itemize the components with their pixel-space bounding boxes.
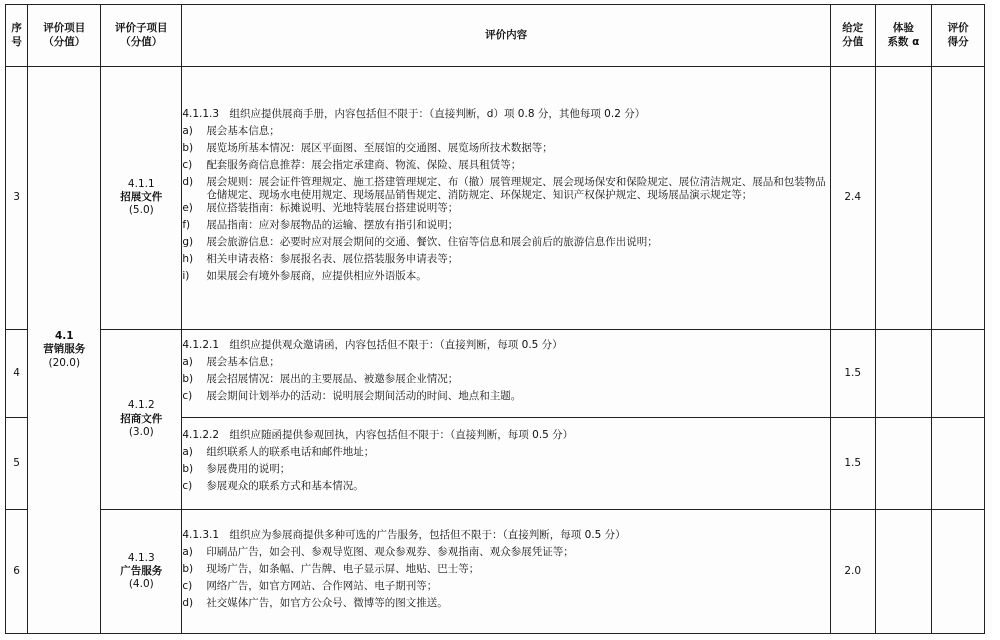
clause-item-text: 印刷品广告，如会刊、参观导览图、观众参观券、参观指南、观众参展凭证等； bbox=[206, 545, 574, 558]
eval-cell[interactable] bbox=[932, 509, 985, 633]
clause-item-label: a) bbox=[182, 125, 193, 138]
clause-item bbox=[182, 463, 830, 480]
clause-item-text: 配套服务商信息推荐：展会指定承建商、物流、保险、展具租赁等； bbox=[206, 159, 522, 172]
clause-item-text: 展位搭装指南：标摊说明、光地特装展台搭建说明等； bbox=[206, 202, 459, 215]
clause-item-text: 展览场所基本情况：展区平面图、至展馆的交通图、展览场所技术数据等； bbox=[206, 142, 553, 155]
clause-item bbox=[182, 270, 830, 287]
table-row bbox=[6, 329, 985, 417]
score-value: 2.4 bbox=[830, 67, 875, 329]
clause-item-text: 如果展会有境外参展商，应提供相应外语版本。 bbox=[206, 270, 427, 283]
clause-item-label: a) bbox=[182, 446, 193, 459]
content-cell bbox=[182, 67, 831, 329]
clause-item-label: a) bbox=[182, 545, 193, 558]
header-eval: 评价 得分 bbox=[932, 5, 985, 67]
clause-item-text: 展会规则：展会证件管理规定、施工搭建管理规定、布（撤）展管理规定、展会现场保安和保险规定、展位清洁规定、展品和包装物品仓储规定、现场水电使用规定、现场展品销售规定、消防规定、环保规定、知识产权保护规定、现场展品演示规定等； bbox=[206, 176, 826, 202]
item-value: (20.0) bbox=[48, 356, 81, 369]
clause-item-label: a) bbox=[182, 356, 193, 369]
coef-cell[interactable] bbox=[875, 67, 932, 329]
score-value: 1.5 bbox=[830, 329, 875, 417]
item-cell bbox=[28, 67, 101, 634]
clause-item-text: 展会旅游信息：必要时应对展会期间的交通、餐饮、住宿等信息和展会前后的旅游信息作出说明； bbox=[206, 236, 658, 249]
score-value: 1.5 bbox=[830, 417, 875, 509]
subitem-name: 广告服务 bbox=[120, 564, 163, 577]
clause-item bbox=[182, 159, 830, 176]
clause-item-label: h) bbox=[182, 253, 194, 266]
clause-list bbox=[182, 546, 830, 614]
subitem-value: (4.0) bbox=[128, 577, 154, 590]
evaluation-table bbox=[5, 4, 985, 634]
subitem-value: (5.0) bbox=[128, 204, 154, 217]
clause-title: 4.1.1.3 组织应提供展商手册，内容包括但不限于：（直接判断，d）项 0.8 分，其他每项 0.2 分） bbox=[182, 108, 646, 121]
clause-item-text: 展会基本信息； bbox=[206, 356, 280, 369]
subitem-code: 4.1.2 bbox=[127, 399, 155, 412]
item-code: 4.1 bbox=[54, 330, 74, 343]
content-cell bbox=[182, 417, 831, 509]
clause-item-text: 展会基本信息； bbox=[206, 125, 280, 138]
clause-list bbox=[182, 125, 830, 287]
clause-item bbox=[182, 253, 830, 270]
header-seq: 序 号 bbox=[6, 5, 28, 67]
subitem-name: 招展文件 bbox=[120, 191, 163, 204]
subitem-cell bbox=[101, 67, 182, 329]
clause-item-label: i) bbox=[182, 270, 190, 283]
clause-item-text: 参展观众的联系方式和基本情况。 bbox=[206, 480, 364, 493]
subitem-value: (3.0) bbox=[128, 425, 154, 438]
header-content: 评价内容 bbox=[182, 5, 831, 67]
clause-item bbox=[182, 373, 830, 390]
clause-item bbox=[182, 546, 830, 563]
clause-item-text: 展会期间计划举办的活动：说明展会期间活动的时间、地点和主题。 bbox=[206, 390, 522, 403]
clause-item bbox=[182, 125, 830, 142]
clause-item-label: d) bbox=[182, 176, 194, 189]
clause-title: 4.1.3.1 组织应为参展商提供多种可选的广告服务，包括但不限于：（直接判断，每项 0.5 分） bbox=[182, 528, 626, 541]
coef-cell[interactable] bbox=[875, 417, 932, 509]
clause-item bbox=[182, 142, 830, 159]
clause-item-label: b) bbox=[182, 373, 194, 386]
clause-item bbox=[182, 356, 830, 373]
clause-item-text: 网络广告，如官方网站、合作网站、电子期刊等； bbox=[206, 579, 438, 592]
clause-item-text: 展品指南：应对参展物品的运输、摆放有指引和说明； bbox=[206, 219, 459, 232]
clause-title: 4.1.2.1 组织应提供观众邀请函，内容包括但不限于：（直接判断，每项 0.5 分） bbox=[182, 339, 563, 352]
clause-item-label: c) bbox=[182, 390, 193, 403]
clause-item-text: 相关申请表格：参展报名表、展位搭装服务申请表等； bbox=[206, 253, 459, 266]
subitem-cell bbox=[101, 329, 182, 509]
header-subitem: 评价子项目 （分值） bbox=[101, 5, 182, 67]
eval-cell[interactable] bbox=[932, 417, 985, 509]
clause-item bbox=[182, 597, 830, 614]
clause-item bbox=[182, 446, 830, 463]
header-item: 评价项目 （分值） bbox=[28, 5, 101, 67]
clause-item-label: d) bbox=[182, 596, 194, 609]
clause-item-label: e) bbox=[182, 202, 193, 215]
clause-item-label: b) bbox=[182, 463, 194, 476]
eval-cell[interactable] bbox=[932, 67, 985, 329]
subitem-code: 4.1.1 bbox=[127, 178, 155, 191]
subitem-cell bbox=[101, 509, 182, 633]
clause-item-label: c) bbox=[182, 480, 193, 493]
clause-title: 4.1.2.2 组织应随函提供参观回执，内容包括但不限于：（直接判断，每项 0.5 分） bbox=[182, 429, 574, 442]
score-value: 2.0 bbox=[830, 509, 875, 633]
row-seq: 5 bbox=[6, 417, 28, 509]
coef-cell[interactable] bbox=[875, 509, 932, 633]
row-seq: 6 bbox=[6, 509, 28, 633]
clause-item-text: 参展费用的说明； bbox=[206, 463, 291, 476]
subitem-name: 招商文件 bbox=[120, 412, 163, 425]
clause-item bbox=[182, 563, 830, 580]
clause-item bbox=[182, 480, 830, 497]
clause-list bbox=[182, 356, 830, 407]
row-seq: 4 bbox=[6, 329, 28, 417]
clause-item-text: 社交媒体广告，如官方公众号、微博等的图文推送。 bbox=[206, 596, 448, 609]
clause-list bbox=[182, 446, 830, 497]
item-name: 营销服务 bbox=[43, 343, 86, 356]
clause-item-label: c) bbox=[182, 159, 193, 172]
clause-item bbox=[182, 176, 830, 202]
table-row bbox=[6, 509, 985, 633]
clause-item bbox=[182, 580, 830, 597]
clause-item-label: f) bbox=[182, 219, 191, 232]
clause-item-text: 展会招展情况：展出的主要展品、被邀参展企业情况； bbox=[206, 373, 459, 386]
coef-cell[interactable] bbox=[875, 329, 932, 417]
header-row bbox=[6, 5, 985, 67]
clause-item-text: 组织联系人的联系电话和邮件地址； bbox=[206, 446, 375, 459]
clause-item-label: c) bbox=[182, 579, 193, 592]
evaluation-table-page bbox=[5, 4, 992, 634]
row-seq: 3 bbox=[6, 67, 28, 329]
header-score: 给定 分值 bbox=[830, 5, 875, 67]
clause-item-label: g) bbox=[182, 236, 194, 249]
clause-item-label: b) bbox=[182, 562, 194, 575]
clause-item-label: b) bbox=[182, 142, 194, 155]
subitem-code: 4.1.3 bbox=[127, 551, 155, 564]
clause-item-text: 现场广告，如条幅、广告牌、电子显示屏、地贴、巴士等； bbox=[206, 562, 480, 575]
clause-item bbox=[182, 390, 830, 407]
eval-cell[interactable] bbox=[932, 329, 985, 417]
header-coef: 体验 系数 α bbox=[875, 5, 932, 67]
table-row bbox=[6, 67, 985, 329]
clause-item bbox=[182, 219, 830, 236]
clause-item bbox=[182, 236, 830, 253]
content-cell bbox=[182, 509, 831, 633]
clause-item bbox=[182, 202, 830, 219]
content-cell bbox=[182, 329, 831, 417]
